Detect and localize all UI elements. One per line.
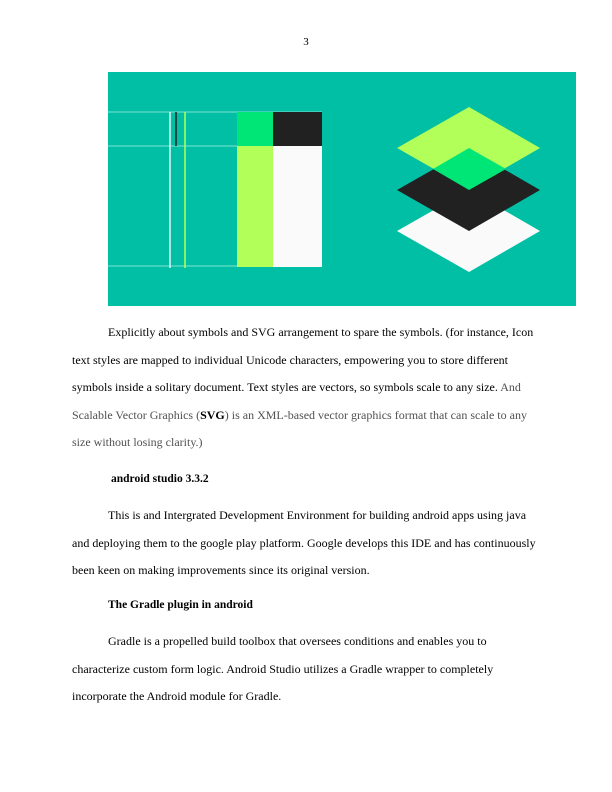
p1-line5: size without losing clarity.)	[72, 435, 203, 449]
p1-line4	[72, 402, 546, 430]
paragraph-android-studio	[72, 502, 546, 585]
illustration-svg	[108, 72, 576, 306]
p2-line1: This is and Intergrated Development Environment for building android apps using java	[108, 508, 527, 522]
p3-line3: incorporate the Android module for Gradle.	[72, 689, 282, 703]
p1-line3-b: And	[497, 380, 521, 394]
p2-line3: been keen on making improvements since its original version.	[72, 563, 370, 577]
android-design-illustration	[108, 72, 576, 306]
paragraph-gradle	[72, 628, 546, 711]
p1-line4-bold: SVG	[200, 407, 225, 422]
block-white	[273, 146, 322, 267]
block-lime	[237, 146, 273, 267]
p1-line3-a: symbols inside a solitary document. Text styles are vectors, so symbols scale to any size.	[72, 380, 498, 394]
block-dark	[273, 112, 322, 146]
p2-line2: and deploying them to the google play platform. Google develops this IDE and has continuously	[72, 535, 536, 550]
p1-line1: Explicitly about symbols and SVG arrangement to spare the symbols. (for instance, Icon	[108, 325, 534, 339]
block-green	[237, 112, 273, 146]
heading-gradle-plugin: The Gradle plugin in android	[108, 599, 253, 611]
p1-line2: text styles are mapped to individual Unicode characters, empowering you to store different	[72, 352, 508, 367]
p1-line4-a: Scalable Vector Graphics (	[72, 407, 201, 422]
p1-line4-b: ) is an XML-based vector graphics format that can scale to any	[224, 407, 527, 422]
heading-android-studio: android studio 3.3.2	[111, 473, 209, 485]
paragraph-svg	[72, 319, 546, 457]
page-number: 3	[303, 36, 309, 48]
p3-line2: characterize custom form logic. Android Studio utilizes a Gradle wrapper to completely	[72, 661, 494, 676]
p1-line3	[72, 374, 546, 402]
p3-line1: Gradle is a propelled build toolbox that oversees conditions and enables you to	[108, 634, 487, 648]
